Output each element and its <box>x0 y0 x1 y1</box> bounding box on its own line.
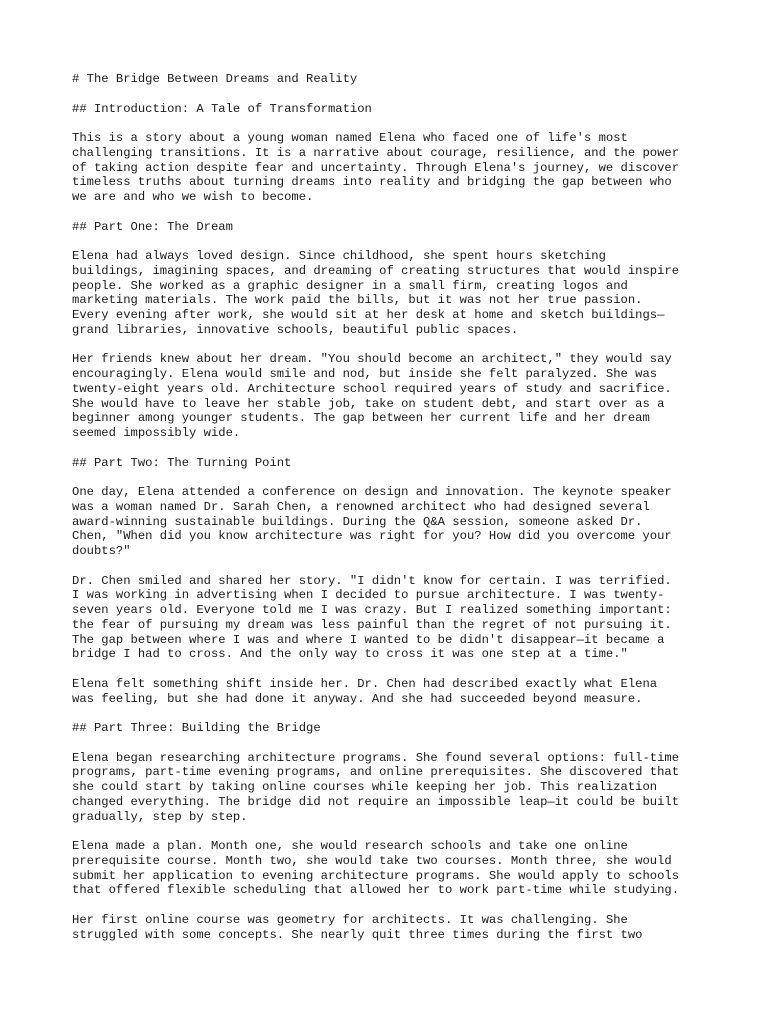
paragraph-line: beginner among younger students. The gap between her current life and her dream <box>72 411 650 426</box>
paragraph-line: people. She worked as a graphic designer in a small firm, creating logos and <box>72 278 628 293</box>
paragraph-line: Chen, "When did you know architecture was right for you? How did you overcome your <box>72 529 672 544</box>
heading-text: ## Part One: The Dream <box>72 219 233 234</box>
document-page <box>72 72 712 957</box>
paragraph-line: grand libraries, innovative schools, beautiful public spaces. <box>72 322 519 337</box>
heading-text: ## Introduction: A Tale of Transformation <box>72 101 372 116</box>
paragraph-line: doubts?" <box>72 544 131 558</box>
paragraph-line: Every evening after work, she would sit at her desk at home and sketch buildings— <box>72 308 665 322</box>
document-title-block <box>72 72 712 87</box>
paragraph-line: encouragingly. Elena would smile and nod, but inside she felt paralyzed. She was <box>72 367 658 381</box>
paragraph-line: bridge I had to cross. And the only way to cross it was one step at a time." <box>72 647 628 662</box>
paragraph-line: was a woman named Dr. Sarah Chen, a renowned architect who had designed several <box>72 499 650 514</box>
heading-text: ## Part Two: The Turning Point <box>72 455 292 470</box>
paragraph-line: timeless truths about turning dreams into reality and bridging the gap between who <box>72 175 672 190</box>
paragraph-line: that offered flexible scheduling that allowed her to work part-time while studying. <box>72 883 680 898</box>
section-heading <box>72 456 712 471</box>
paragraph <box>72 485 712 559</box>
paragraph-line: buildings, imagining spaces, and dreaming of creating structures that would inspire <box>72 263 680 278</box>
paragraph-line: Her friends knew about her dream. "You should become an architect," they would say <box>72 352 672 367</box>
paragraph-line: programs, part-time evening programs, and online prerequisites. She discovered that <box>72 765 680 780</box>
section-heading <box>72 721 712 736</box>
paragraph <box>72 839 712 898</box>
paragraph-line: changed everything. The bridge did not require an impossible leap—it could be built <box>72 794 680 809</box>
paragraph-line: challenging transitions. It is a narrative about courage, resilience, and the power <box>72 145 680 160</box>
paragraph-line: One day, Elena attended a conference on design and innovation. The keynote speaker <box>72 485 672 499</box>
paragraph-line: seemed impossibly wide. <box>72 426 241 440</box>
paragraph-line: Elena had always loved design. Since childhood, she spent hours sketching <box>72 249 606 263</box>
paragraph-line: I was working in advertising when I decided to pursue architecture. I was twenty- <box>72 588 665 603</box>
document-title: # The Bridge Between Dreams and Reality <box>72 72 358 86</box>
paragraph-line: we are and who we wish to become. <box>72 190 314 204</box>
paragraph-line: the fear of pursuing my dream was less painful than the regret of not pursuing it. <box>72 617 672 632</box>
paragraph-line: submit her application to evening architecture programs. She would apply to schools <box>72 868 680 883</box>
paragraph <box>72 574 712 663</box>
paragraph-line: Her first online course was geometry for architects. It was challenging. She <box>72 912 628 927</box>
paragraph <box>72 131 712 205</box>
paragraph <box>72 352 712 441</box>
paragraph-line: Elena began researching architecture programs. She found several options: full-time <box>72 750 680 765</box>
paragraph-line: She would have to leave her stable job, take on student debt, and start over as a <box>72 396 665 411</box>
paragraph-line: award-winning sustainable buildings. During the Q&A session, someone asked Dr. <box>72 514 643 529</box>
section-heading <box>72 102 712 117</box>
paragraph-line: seven years old. Everyone told me I was crazy. But I realized something important: <box>72 603 672 617</box>
paragraph <box>72 913 712 943</box>
paragraph-line: Elena made a plan. Month one, she would research schools and take one online <box>72 839 628 853</box>
paragraph-line: Elena felt something shift inside her. Dr. Chen had described exactly what Elena <box>72 676 658 691</box>
paragraph-line: struggled with some concepts. She nearly quit three times during the first two <box>72 927 643 942</box>
paragraph <box>72 677 712 707</box>
paragraph-line: prerequisite course. Month two, she would take two courses. Month three, she would <box>72 853 672 868</box>
paragraph-line: This is a story about a young woman named Elena who faced one of life's most <box>72 131 628 145</box>
paragraph-line: of taking action despite fear and uncertainty. Through Elena's journey, we discover <box>72 160 680 175</box>
paragraph-line: she could start by taking online courses while keeping her job. This realization <box>72 780 658 794</box>
heading-text: ## Part Three: Building the Bridge <box>72 721 321 735</box>
paragraph-line: The gap between where I was and where I wanted to be didn't disappear—it became a <box>72 632 665 647</box>
paragraph-line: Dr. Chen smiled and shared her story. "I didn't know for certain. I was terrified. <box>72 573 672 588</box>
paragraph-line: twenty-eight years old. Architecture school required years of study and sacrifice. <box>72 381 672 396</box>
paragraph <box>72 249 712 338</box>
paragraph-line: marketing materials. The work paid the bills, but it was not her true passion. <box>72 293 643 308</box>
section-heading <box>72 220 712 235</box>
paragraph <box>72 751 712 825</box>
paragraph-line: gradually, step by step. <box>72 809 248 824</box>
document-content <box>72 102 712 943</box>
paragraph-line: was feeling, but she had done it anyway. And she had succeeded beyond measure. <box>72 691 643 706</box>
